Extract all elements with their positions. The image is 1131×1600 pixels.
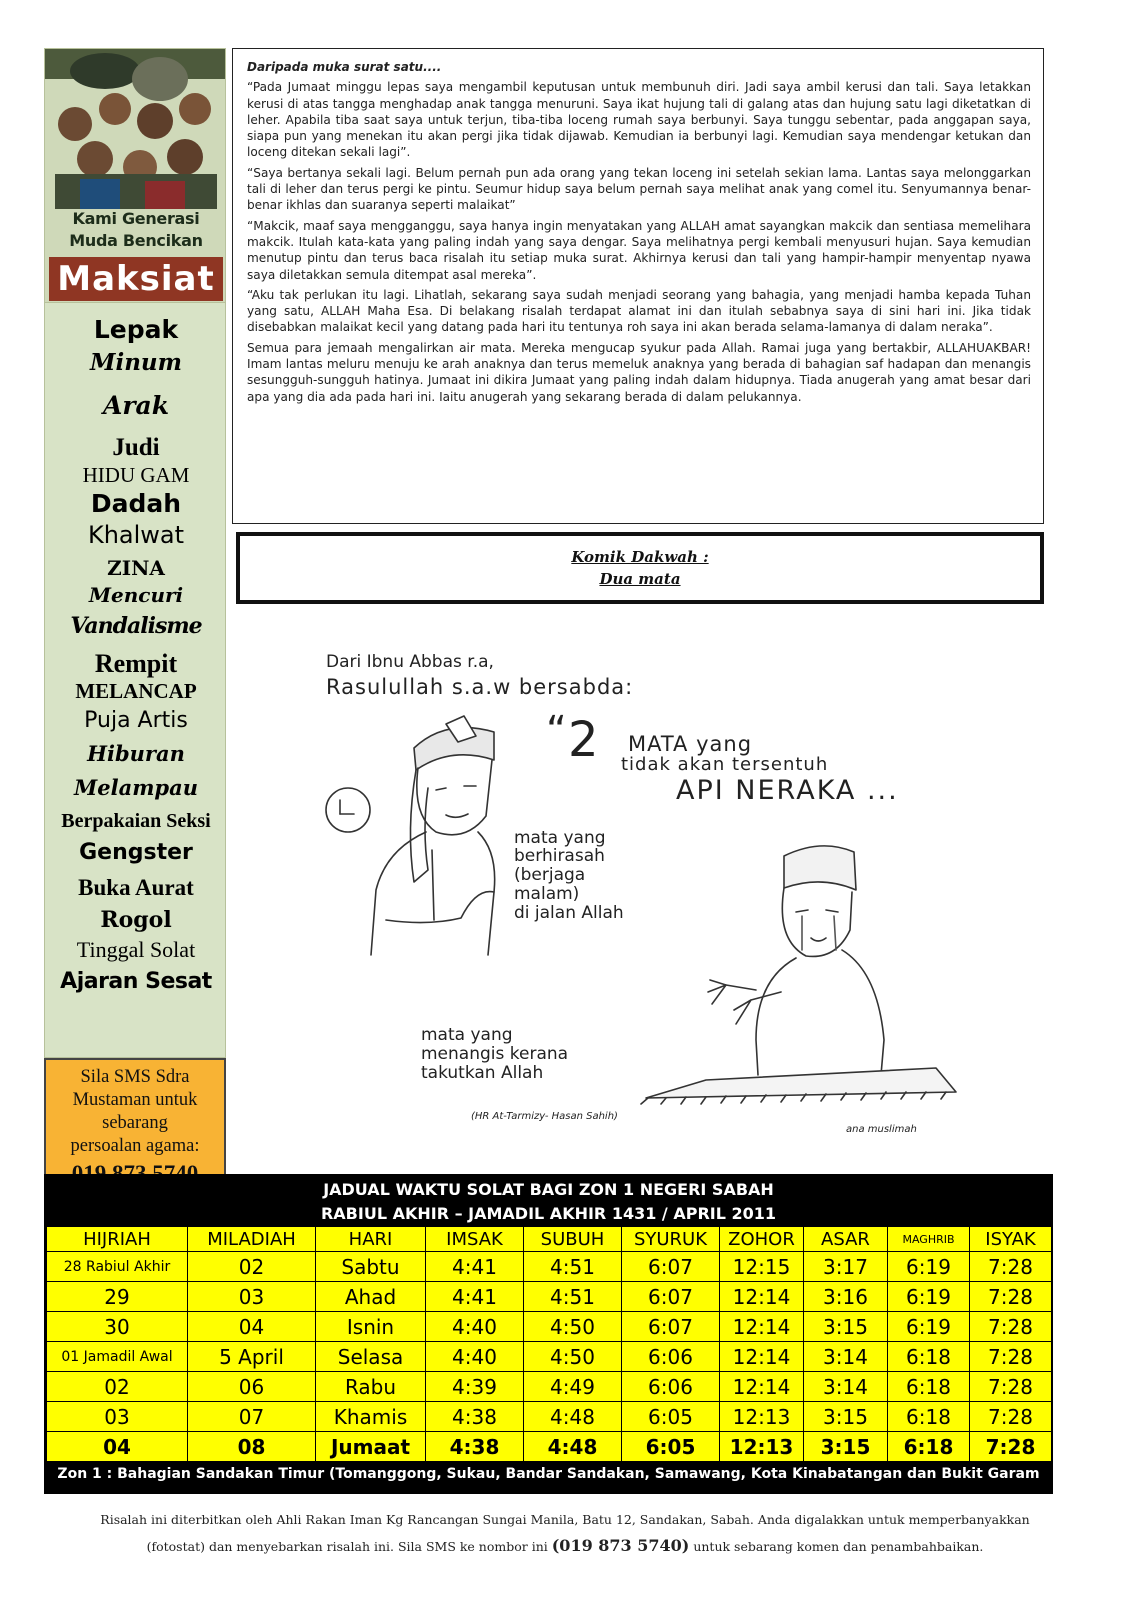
- table-cell: 12:14: [720, 1372, 804, 1402]
- table-cell: 6:18: [888, 1432, 970, 1462]
- prayer-title: JADUAL WAKTU SOLAT BAGI ZON 1 NEGERI SABAH: [323, 1180, 774, 1199]
- hadith-reference: (HR At-Tarmizy- Hasan Sahih): [471, 1111, 618, 1122]
- table-cell: 12:13: [720, 1432, 804, 1462]
- table-cell: 6:18: [888, 1402, 970, 1432]
- table-cell: Sabtu: [316, 1252, 426, 1282]
- table-cell: 04: [188, 1312, 316, 1342]
- table-cell: 4:51: [524, 1282, 622, 1312]
- sms-line: Mustaman untuk: [72, 1090, 198, 1110]
- story-paragraph: “Aku tak perlukan itu lagi. Lihatlah, sekarang saya sudah menjadi seorang yang bahagia, yang menjadi hamba kepada Tuhan yang satu, ALLAH Maha Esa. Di belakang risalah terdapat alamat ini dan itulah sebabnya saya di sini hari ini. Jika tidak disebabkan malaikat kecil yang datang pada hari itu tentunya roh saya ini akan berada selama-lamanya di dalam neraka”.: [247, 287, 1031, 335]
- poster-title: Maksiat: [49, 257, 223, 301]
- table-cell: 3:14: [804, 1342, 888, 1372]
- table-cell: 06: [188, 1372, 316, 1402]
- column-header: MAGHRIB: [888, 1227, 970, 1252]
- vice-item: MELANCAP: [75, 679, 197, 703]
- vice-item: Gengster: [79, 840, 193, 865]
- table-cell: 4:50: [524, 1342, 622, 1372]
- table-cell: Rabu: [316, 1372, 426, 1402]
- column-header: MILADIAH: [188, 1227, 316, 1252]
- vice-item: Berpakaian Seksi: [61, 810, 211, 832]
- column-header: HARI: [316, 1227, 426, 1252]
- table-cell: 3:17: [804, 1252, 888, 1282]
- table-cell: 28 Rabiul Akhir: [47, 1252, 188, 1282]
- table-cell: 12:14: [720, 1282, 804, 1312]
- table-cell: 4:41: [426, 1282, 524, 1312]
- comic-remark-line: (berjaga: [514, 865, 586, 885]
- table-cell: 4:50: [524, 1312, 622, 1342]
- table-cell: 29: [47, 1282, 188, 1312]
- table-cell: 7:28: [970, 1372, 1052, 1402]
- table-cell: 3:15: [804, 1312, 888, 1342]
- comic-mata-line: MATA yang: [628, 732, 753, 756]
- table-cell: 3:16: [804, 1282, 888, 1312]
- table-cell: 7:28: [970, 1252, 1052, 1282]
- table-cell: 4:48: [524, 1432, 622, 1462]
- table-cell: 6:05: [622, 1402, 720, 1432]
- table-cell: 7:28: [970, 1342, 1052, 1372]
- table-cell: Isnin: [316, 1312, 426, 1342]
- table-cell: 6:18: [888, 1342, 970, 1372]
- table-row: [47, 1372, 1052, 1402]
- table-cell: 6:05: [622, 1432, 720, 1462]
- table-row: [47, 1282, 1052, 1312]
- comic-header: [236, 532, 1044, 604]
- table-cell: Jumaat: [316, 1432, 426, 1462]
- comic-remark-line: menangis kerana: [421, 1044, 569, 1064]
- table-cell: 5 April: [188, 1342, 316, 1372]
- comic-remark-line: malam): [514, 884, 580, 904]
- anti-vice-poster: [44, 48, 226, 303]
- table-cell: 30: [47, 1312, 188, 1342]
- comic-remark-line: mata yang: [421, 1025, 513, 1045]
- story-paragraph: “Pada Jumaat minggu lepas saya mengambil keputusan untuk membunuh diri. Jadi saya ambil kerusi dan tali. Saya letakkan kerusi di atas tangga menghadap anak tangga menuruni. Saya ikat hujung tali di galang atas dan hujung satu lagi diketatkan di leher. Apabila tiba saat saya untuk terjun, tiba-tiba loceng rumah saya berbunyi. Saya tunggu sebentar, pada anggapan saya, siapa pun yang menekan itu akan pergi jika tidak dijawab. Kemudian ia berbunyi lagi. Kemudian saya mendengar ketukan dan loceng ditekan sekali lagi”.: [247, 80, 1031, 160]
- table-cell: 4:39: [426, 1372, 524, 1402]
- vice-item: Buka Aurat: [78, 875, 194, 900]
- sms-line: sebarang: [102, 1113, 168, 1133]
- prayer-subtitle: RABIUL AKHIR – JAMADIL AKHIR 1431 / APRIL 2011: [320, 1204, 777, 1223]
- children-group-photo: [45, 49, 226, 209]
- vice-item: Ajaran Sesat: [60, 969, 212, 994]
- comic-api-neraka: API NERAKA ...: [676, 775, 899, 806]
- table-cell: 3:15: [804, 1402, 888, 1432]
- table-cell: 4:41: [426, 1252, 524, 1282]
- table-cell: 08: [188, 1432, 316, 1462]
- table-cell: 02: [188, 1252, 316, 1282]
- comic-number: 2: [568, 712, 599, 768]
- table-cell: 7:28: [970, 1432, 1052, 1462]
- column-header: ASAR: [804, 1227, 888, 1252]
- zone-note: Zon 1 : Bahagian Sandakan Timur (Tomanggong, Sukau, Bandar Sandakan, Samawang, Kota Kinabatangan dan Bukit Garam: [57, 1466, 1040, 1482]
- table-cell: Selasa: [316, 1342, 426, 1372]
- story-paragraph: “Saya bertanya sekali lagi. Belum pernah pun ada orang yang tekan loceng ini setelah sekian lama. Lantas saya melonggarkan tali di leher dan terus pergi ke pintu. Seumur hidup saya belum pernah saya melihat anak yang comel itu. Senyumannya benar-benar ikhlas dan suaranya seperti malaikat”: [247, 165, 1031, 213]
- table-cell: 4:38: [426, 1402, 524, 1432]
- comic-quote-mark: “: [546, 708, 567, 754]
- table-cell: Khamis: [316, 1402, 426, 1432]
- artist-signature: ana muslimah: [846, 1124, 917, 1135]
- vice-item: Judi: [112, 434, 160, 461]
- sidebar: [44, 48, 226, 1168]
- story-paragraph: Semua para jemaah mengalirkan air mata. Mereka mengucap syukur pada Allah. Ramai juga yang bertakbir, ALLAHUAKBAR! Imam lantas meluru menuju ke arah anaknya dan terus memeluk anaknya yang berada di bahagian saf hadapan dan menangis sesungguh-sungguh hatinya. Jumaat ini dikira Jumaat yang paling indah dalam hidupnya. Tiada anugerah yang amat besar dari apa yang dia ada pada hari ini. Iaitu anugerah yang sekarang berada di dalam pelukannya.: [247, 340, 1031, 404]
- vice-item: Rogol: [100, 907, 172, 933]
- table-cell: 7:28: [970, 1402, 1052, 1432]
- vice-item: Rempit: [94, 649, 178, 678]
- table-cell: 07: [188, 1402, 316, 1432]
- comic-subtitle: Dua mata: [599, 570, 681, 588]
- vice-list: [44, 303, 226, 1058]
- table-row: [47, 1402, 1052, 1432]
- table-cell: 7:28: [970, 1312, 1052, 1342]
- table-cell: 12:14: [720, 1342, 804, 1372]
- vice-item: Tinggal Solat: [76, 937, 196, 962]
- table-cell: 12:14: [720, 1312, 804, 1342]
- footer-phone-number: (019 873 5740): [551, 1536, 690, 1555]
- vice-item: Dadah: [90, 489, 182, 518]
- column-header: ZOHOR: [720, 1227, 804, 1252]
- table-cell: 02: [47, 1372, 188, 1402]
- table-cell: 03: [188, 1282, 316, 1312]
- vice-item: Puja Artis: [84, 708, 188, 733]
- vice-item: Melampau: [74, 775, 198, 800]
- table-cell: 7:28: [970, 1282, 1052, 1312]
- story-paragraph: “Makcik, maaf saya mengganggu, saya hanya ingin menyatakan yang ALLAH amat sayangkan makcik dan sentiasa memelihara makcik. Itulah kata-kata yang paling indah yang saya dengar. Saya melihatnya pergi kembali menyusuri hujan. Saya kemudian menutup pintu dan terus baca risalah itu setiap muka surat. Akhirnya kerusi dan tali yang hampir-hampir menyentap nyawa saya diletakkan semula ditempat asal mereka”.: [247, 218, 1031, 282]
- table-cell: 3:14: [804, 1372, 888, 1402]
- column-header: HIJRIAH: [47, 1227, 188, 1252]
- table-cell: 01 Jamadil Awal: [47, 1342, 188, 1372]
- table-cell: 6:19: [888, 1252, 970, 1282]
- clock-icon: [326, 788, 370, 832]
- comic-panel: [236, 620, 1044, 1145]
- comic-remark-line: mata yang: [514, 828, 606, 848]
- table-cell: 6:18: [888, 1372, 970, 1402]
- table-cell: 4:40: [426, 1312, 524, 1342]
- table-cell: 3:15: [804, 1432, 888, 1462]
- table-row: [47, 1342, 1052, 1372]
- comic-tidak-line: tidak akan tersentuh: [621, 754, 829, 775]
- sms-line: Sila SMS Sdra: [80, 1067, 190, 1087]
- footer-text: untuk sebarang komen dan penambahbaikan.: [689, 1539, 984, 1554]
- comic-narrator: Dari Ibnu Abbas r.a,: [326, 652, 494, 672]
- prayer-times-panel: [44, 1174, 1053, 1494]
- vice-item: Mencuri: [88, 583, 184, 607]
- sms-line: persoalan agama:: [70, 1136, 200, 1156]
- vice-item: Lepak: [93, 315, 179, 344]
- footer-line: [60, 1533, 1070, 1560]
- vice-item: Vandalisme: [70, 613, 202, 639]
- comic-intro: Rasulullah s.a.w bersabda:: [326, 675, 634, 699]
- poster-line1: Kami Generasi: [72, 209, 200, 228]
- table-cell: 4:40: [426, 1342, 524, 1372]
- table-row: [47, 1252, 1052, 1282]
- table-cell: 6:07: [622, 1252, 720, 1282]
- vice-item: HIDU GAM: [82, 463, 190, 487]
- vice-item: Khalwat: [87, 521, 185, 549]
- table-cell: 4:48: [524, 1402, 622, 1432]
- comic-remark-line: di jalan Allah: [514, 903, 624, 923]
- table-header-row: [47, 1227, 1052, 1252]
- table-row: [47, 1312, 1052, 1342]
- vice-item: ZINA: [107, 556, 165, 580]
- prayer-times-table: [46, 1226, 1052, 1462]
- column-header: SYURUK: [622, 1227, 720, 1252]
- table-cell: Ahad: [316, 1282, 426, 1312]
- comic-remark-line: takutkan Allah: [421, 1063, 544, 1083]
- vice-item: Arak: [102, 391, 170, 420]
- table-row: [47, 1432, 1052, 1462]
- footer-line: Risalah ini diterbitkan oleh Ahli Rakan Iman Kg Rancangan Sungai Manila, Batu 12, Sandakan, Sabah. Anda digalakkan untuk memperbanyakkan: [100, 1512, 1030, 1527]
- story-heading: Daripada muka surat satu....: [247, 60, 442, 74]
- comic-title: Komik Dakwah :: [571, 548, 709, 566]
- column-header: ISYAK: [970, 1227, 1052, 1252]
- table-cell: 12:15: [720, 1252, 804, 1282]
- table-cell: 6:06: [622, 1342, 720, 1372]
- vice-item: Hiburan: [87, 741, 185, 766]
- footer-text: (fotostat) dan menyebarkan risalah ini. Sila SMS ke nombor ini: [146, 1539, 552, 1554]
- comic-remark-line: berhirasah: [514, 846, 605, 866]
- column-header: SUBUH: [524, 1227, 622, 1252]
- story-box: [232, 48, 1044, 524]
- table-cell: 04: [47, 1432, 188, 1462]
- footer: [60, 1507, 1070, 1560]
- table-cell: 4:51: [524, 1252, 622, 1282]
- table-cell: 6:07: [622, 1312, 720, 1342]
- table-cell: 03: [47, 1402, 188, 1432]
- table-cell: 6:07: [622, 1282, 720, 1312]
- table-cell: 6:19: [888, 1282, 970, 1312]
- table-cell: 4:38: [426, 1432, 524, 1462]
- poster-line2: Muda Bencikan: [69, 231, 203, 250]
- table-cell: 6:06: [622, 1372, 720, 1402]
- column-header: IMSAK: [426, 1227, 524, 1252]
- table-cell: 4:49: [524, 1372, 622, 1402]
- table-cell: 6:19: [888, 1312, 970, 1342]
- vice-item: Minum: [90, 349, 182, 376]
- table-cell: 12:13: [720, 1402, 804, 1432]
